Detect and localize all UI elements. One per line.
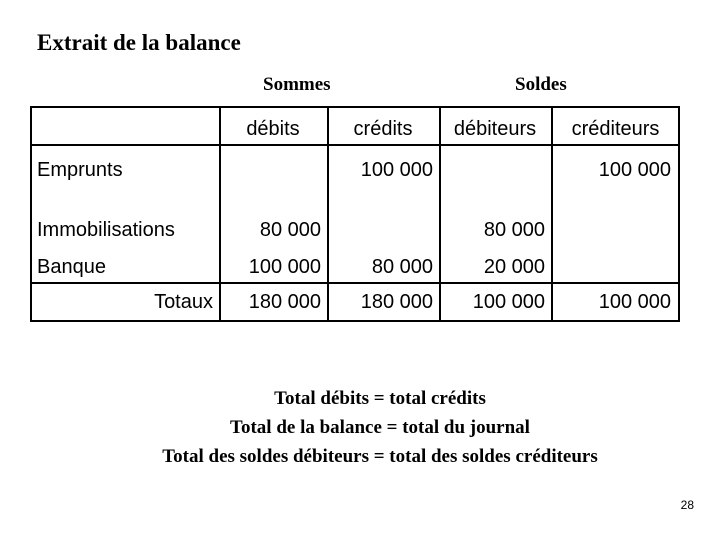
header-rule (30, 144, 680, 146)
total-debits: 180 000 (248, 291, 321, 313)
cell-debits: 80 000 (259, 219, 321, 241)
row-label: Immobilisations (37, 219, 175, 241)
group-header-sommes: Sommes (263, 74, 331, 95)
summary-notes (80, 384, 680, 471)
header-crediteurs: créditeurs (571, 118, 660, 140)
cell-credits: 80 000 (371, 256, 433, 278)
header-debiteurs: débiteurs (453, 118, 537, 140)
header-credits: crédits (353, 118, 413, 140)
group-header-soldes: Soldes (515, 74, 567, 95)
totals-label: Totaux (154, 291, 213, 313)
total-debiteurs: 100 000 (472, 291, 545, 313)
header-debits: débits (246, 118, 300, 140)
row-label: Emprunts (37, 159, 123, 181)
row-label: Banque (37, 256, 106, 278)
totals-rule (30, 282, 680, 284)
note-line: Total de la balance = total du journal (230, 417, 530, 438)
cell-debiteurs: 80 000 (483, 219, 545, 241)
cell-debiteurs: 20 000 (483, 256, 545, 278)
balance-table (30, 106, 680, 322)
note-line: Total des soldes débiteurs = total des soldes créditeurs (162, 446, 598, 467)
note-line: Total débits = total crédits (274, 388, 486, 409)
slide-title: Extrait de la balance (37, 30, 241, 55)
cell-debits: 100 000 (248, 256, 321, 278)
total-credits: 180 000 (360, 291, 433, 313)
page-number: 28 (680, 498, 694, 512)
cell-crediteurs: 100 000 (598, 159, 671, 181)
total-crediteurs: 100 000 (598, 291, 671, 313)
cell-credits: 100 000 (360, 159, 433, 181)
